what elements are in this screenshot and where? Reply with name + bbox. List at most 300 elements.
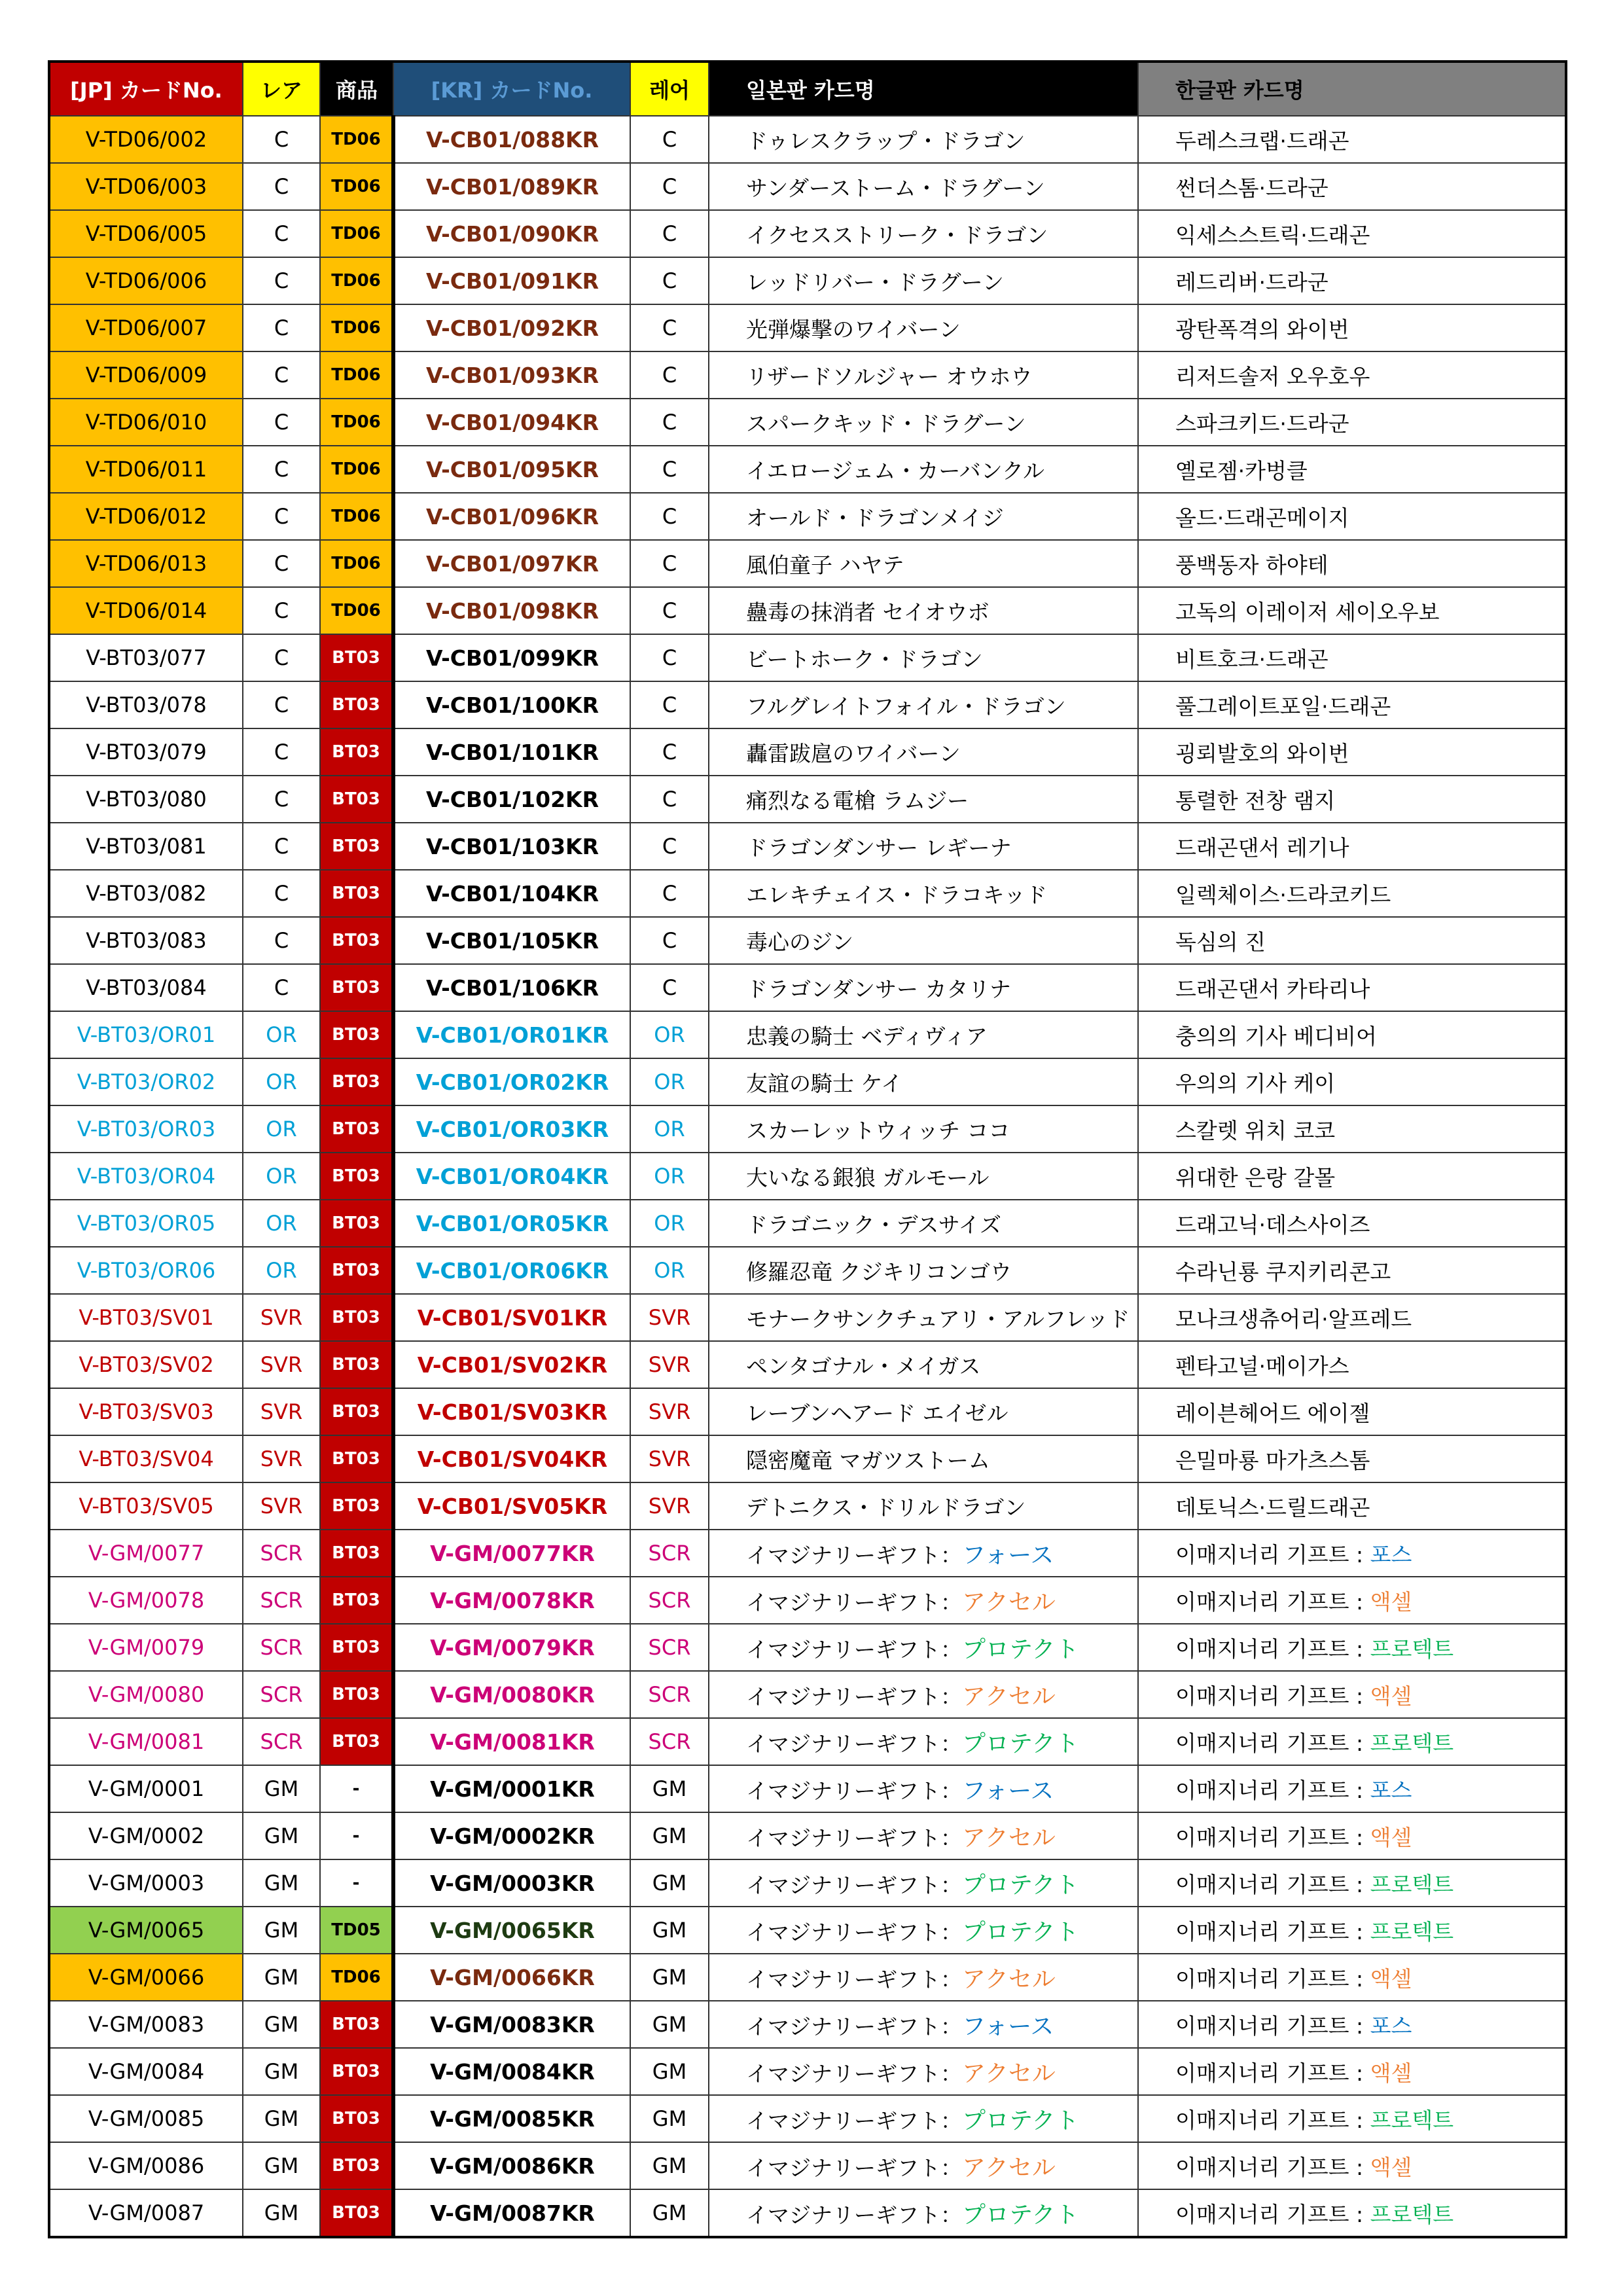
kr-rarity-cell: C [630,681,709,728]
product-cell: TD06 [320,587,393,634]
kr-name-cell [1138,351,1566,399]
rarity-cell: C [243,917,320,964]
header-kr-name: 한글판 카드명 [1138,62,1566,116]
jp-name-cell [709,1435,1138,1482]
kr-name-cell [1138,1153,1566,1200]
kr-name-text: 펜타고널·메이가스 [1175,1353,1349,1379]
jp-card-no-cell: V-TD06/011 [49,446,243,493]
kr-name-text: 굉뢰발호의 와이번 [1175,740,1349,766]
kr-card-no-cell: V-CB01/098KR [393,587,630,634]
table-row [49,1200,1566,1247]
jp-name-text: 毒心のジン [746,929,854,955]
kr-name-text: 스파크키드·드라군 [1175,410,1349,437]
jp-name-cell [709,1294,1138,1341]
jp-name-text: 修羅忍竜 クジキリコンゴウ [746,1259,1012,1285]
jp-name-accent: フォース [962,2013,1054,2040]
jp-name-cell [709,728,1138,776]
jp-name-cell [709,2189,1138,2237]
kr-name-text: 이매지너리 기프트 : [1175,1636,1370,1662]
kr-name-cell [1138,1577,1566,1624]
jp-name-cell [709,1812,1138,1859]
rarity-cell: OR [243,1058,320,1105]
jp-name-text: イクセスストリーク・ドラゴン [746,222,1048,248]
jp-name-cell [709,1530,1138,1577]
table-row [49,210,1566,257]
kr-name-text: 스칼렛 위치 코코 [1175,1117,1336,1143]
rarity-cell: SVR [243,1341,320,1388]
kr-rarity-cell: SCR [630,1624,709,1671]
kr-name-text: 드래고닉·데스사이즈 [1175,1211,1370,1238]
jp-card-no-cell: V-TD06/003 [49,163,243,210]
jp-name-text: イマジナリーギフト： [746,1919,962,1945]
jp-name-cell [709,1105,1138,1153]
kr-card-no-cell: V-CB01/OR02KR [393,1058,630,1105]
kr-rarity-cell: C [630,163,709,210]
jp-name-text: 蠱毒の抹消者 セイオウボ [746,599,990,625]
kr-name-text: 데토닉스·드릴드래곤 [1175,1494,1370,1520]
kr-card-no-cell: V-GM/0001KR [393,1765,630,1812]
jp-card-no-cell: V-TD06/007 [49,304,243,351]
kr-card-no-cell: V-CB01/SV01KR [393,1294,630,1341]
jp-name-text: 風伯童子 ハヤテ [746,552,904,578]
jp-name-cell [709,446,1138,493]
kr-rarity-cell: GM [630,1859,709,1907]
kr-name-accent: 프로텍트 [1370,2107,1454,2133]
kr-name-text: 충의의 기사 베디비어 [1175,1023,1377,1049]
kr-name-text: 우의의 기사 케이 [1175,1070,1336,1096]
jp-card-no-cell: V-GM/0066 [49,1954,243,2001]
rarity-cell: GM [243,2142,320,2189]
kr-name-cell [1138,1058,1566,1105]
header-kr-card-no: [KR] カードNo. [393,62,630,116]
jp-name-text: イマジナリーギフト： [746,2202,962,2228]
kr-card-no-cell: V-CB01/102KR [393,776,630,823]
kr-rarity-cell: SVR [630,1435,709,1482]
kr-name-cell [1138,1812,1566,1859]
product-cell: BT03 [320,870,393,917]
product-cell: BT03 [320,1530,393,1577]
jp-name-text: ペンタゴナル・メイガス [746,1353,981,1379]
table-row [49,1530,1566,1577]
kr-rarity-cell: GM [630,1765,709,1812]
table-row [49,1388,1566,1435]
kr-card-no-cell: V-GM/0079KR [393,1624,630,1671]
kr-rarity-cell: OR [630,1153,709,1200]
table-row [49,446,1566,493]
jp-card-no-cell: V-BT03/OR02 [49,1058,243,1105]
jp-card-no-cell: V-GM/0002 [49,1812,243,1859]
jp-name-cell [709,1671,1138,1718]
jp-name-text: イマジナリーギフト： [746,2013,962,2039]
table-row [49,1011,1566,1058]
rarity-cell: SCR [243,1671,320,1718]
product-cell: TD06 [320,351,393,399]
jp-name-text: レッドリバー・ドラグーン [746,269,1005,295]
kr-card-no-cell: V-CB01/088KR [393,116,630,163]
product-cell: BT03 [320,728,393,776]
jp-name-text: イマジナリーギフト： [746,1778,962,1804]
jp-card-no-cell: V-GM/0083 [49,2001,243,2048]
jp-name-cell [709,1058,1138,1105]
rarity-cell: OR [243,1247,320,1294]
table-row [49,1859,1566,1907]
table-row [49,1247,1566,1294]
kr-rarity-cell: C [630,351,709,399]
jp-card-no-cell: V-BT03/OR03 [49,1105,243,1153]
jp-name-text: ドゥレスクラップ・ドラゴン [746,128,1026,154]
product-cell: BT03 [320,1153,393,1200]
kr-name-accent: 프로텍트 [1370,1918,1454,1945]
jp-card-no-cell: V-BT03/079 [49,728,243,776]
product-cell: BT03 [320,964,393,1011]
product-cell: BT03 [320,776,393,823]
jp-card-no-cell: V-BT03/OR01 [49,1011,243,1058]
kr-card-no-cell: V-CB01/096KR [393,493,630,540]
kr-name-text: 이매지너리 기프트 : [1175,2060,1370,2086]
jp-name-text: イマジナリーギフト： [746,2108,962,2134]
kr-rarity-cell: GM [630,2142,709,2189]
kr-name-text: 일렉체이스·드라코키드 [1175,882,1391,908]
jp-name-accent: プロテクト [962,1730,1079,1757]
kr-rarity-cell: C [630,116,709,163]
product-cell: TD06 [320,163,393,210]
jp-name-text: 光弾爆撃のワイバーン [746,316,961,342]
rarity-cell: SVR [243,1482,320,1530]
jp-name-text: 隠密魔竜 マガツストーム [746,1447,990,1473]
jp-name-cell [709,1247,1138,1294]
table-row [49,917,1566,964]
kr-card-no-cell: V-CB01/OR03KR [393,1105,630,1153]
jp-name-text: オールド・ドラゴンメイジ [746,505,1004,531]
kr-name-cell [1138,2142,1566,2189]
kr-name-text: 드래곤댄서 레기나 [1175,834,1349,861]
jp-card-no-cell: V-TD06/002 [49,116,243,163]
jp-name-text: イエロージェム・カーバンクル [746,457,1045,484]
table-row [49,870,1566,917]
jp-card-no-cell: V-BT03/OR05 [49,1200,243,1247]
kr-name-text: 이매지너리 기프트 : [1175,1683,1370,1709]
kr-rarity-cell: C [630,304,709,351]
kr-name-cell [1138,1011,1566,1058]
jp-card-no-cell: V-BT03/SV01 [49,1294,243,1341]
kr-name-cell [1138,399,1566,446]
kr-name-text: 레드리버·드라군 [1175,269,1329,295]
jp-name-text: サンダーストーム・ドラグーン [746,175,1045,201]
kr-name-text: 올드·드래곤메이지 [1175,505,1349,531]
rarity-cell: C [243,964,320,1011]
kr-name-text: 이매지너리 기프트 : [1175,1730,1370,1756]
jp-card-no-cell: V-TD06/006 [49,257,243,304]
kr-name-text: 옐로젬·카벙클 [1175,457,1308,484]
kr-name-text: 이매지너리 기프트 : [1175,2154,1370,2180]
table-row [49,493,1566,540]
jp-name-cell [709,1859,1138,1907]
jp-name-cell [709,823,1138,870]
jp-name-accent: アクセル [962,1965,1056,1993]
product-cell: BT03 [320,1105,393,1153]
product-cell: BT03 [320,1388,393,1435]
rarity-cell: GM [243,1765,320,1812]
kr-name-text: 풀그레이트포일·드래곤 [1175,693,1391,719]
kr-card-no-cell: V-CB01/OR01KR [393,1011,630,1058]
product-cell: BT03 [320,1624,393,1671]
jp-name-accent: プロテクト [962,2201,1079,2229]
header-row [49,62,1566,116]
table-row [49,399,1566,446]
kr-name-text: 풍백동자 하야테 [1175,552,1329,578]
kr-name-cell [1138,870,1566,917]
rarity-cell: C [243,540,320,587]
jp-card-no-cell: V-TD06/012 [49,493,243,540]
jp-name-cell [709,1624,1138,1671]
product-cell: BT03 [320,1435,393,1482]
rarity-cell: GM [243,2001,320,2048]
kr-rarity-cell: C [630,587,709,634]
jp-card-no-cell: V-GM/0065 [49,1907,243,1954]
rarity-cell: GM [243,1859,320,1907]
rarity-cell: C [243,351,320,399]
kr-name-text: 이매지너리 기프트 : [1175,2107,1370,2133]
jp-name-cell [709,2001,1138,2048]
jp-name-text: イマジナリーギフト： [746,1966,962,1992]
kr-card-no-cell: V-GM/0081KR [393,1718,630,1765]
rarity-cell: C [243,304,320,351]
table-row [49,1907,1566,1954]
jp-name-cell [709,964,1138,1011]
kr-rarity-cell: SCR [630,1530,709,1577]
jp-name-cell [709,116,1138,163]
table-row [49,1624,1566,1671]
jp-name-cell [709,1765,1138,1812]
jp-name-text: 友誼の騎士 ケイ [746,1070,903,1096]
jp-name-text: スカーレットウィッチ ココ [746,1117,1010,1143]
kr-card-no-cell: V-CB01/SV03KR [393,1388,630,1435]
kr-name-accent: 액셀 [1370,1683,1412,1709]
product-cell: BT03 [320,2001,393,2048]
kr-name-accent: 포스 [1370,1541,1412,1568]
kr-card-no-cell: V-CB01/095KR [393,446,630,493]
jp-name-cell [709,917,1138,964]
product-cell: TD06 [320,304,393,351]
kr-name-text: 모나크생츄어리·알프레드 [1175,1306,1412,1332]
jp-name-accent: アクセル [962,1588,1056,1616]
rarity-cell: C [243,163,320,210]
kr-rarity-cell: SVR [630,1388,709,1435]
kr-name-cell [1138,2095,1566,2142]
jp-name-cell [709,1200,1138,1247]
kr-card-no-cell: V-CB01/105KR [393,917,630,964]
kr-name-accent: 포스 [1370,2013,1412,2039]
kr-name-text: 광탄폭격의 와이번 [1175,316,1349,342]
jp-card-no-cell: V-BT03/083 [49,917,243,964]
jp-card-no-cell: V-TD06/014 [49,587,243,634]
jp-card-no-cell: V-TD06/010 [49,399,243,446]
table-row [49,2142,1566,2189]
table-row [49,1671,1566,1718]
table-row [49,116,1566,163]
table-row [49,1812,1566,1859]
jp-name-cell [709,1954,1138,2001]
kr-rarity-cell: C [630,776,709,823]
kr-name-cell [1138,1671,1566,1718]
jp-name-cell [709,681,1138,728]
kr-card-no-cell: V-CB01/OR06KR [393,1247,630,1294]
jp-card-no-cell: V-BT03/OR04 [49,1153,243,1200]
kr-card-no-cell: V-CB01/091KR [393,257,630,304]
jp-name-accent: フォース [962,1777,1054,1804]
table-row [49,587,1566,634]
kr-rarity-cell: OR [630,1247,709,1294]
jp-card-no-cell: V-BT03/SV02 [49,1341,243,1388]
table-row [49,634,1566,681]
kr-name-text: 위대한 은랑 갈몰 [1175,1164,1336,1191]
product-cell: BT03 [320,1058,393,1105]
jp-name-accent: アクセル [962,1683,1056,1710]
kr-rarity-cell: C [630,210,709,257]
kr-name-text: 이매지너리 기프트 : [1175,1918,1370,1945]
kr-card-no-cell: V-CB01/099KR [393,634,630,681]
header-jp-card-no: [JP] カードNo. [49,62,243,116]
table-row [49,304,1566,351]
kr-rarity-cell: SCR [630,1671,709,1718]
product-cell: BT03 [320,1011,393,1058]
rarity-cell: C [243,446,320,493]
kr-card-no-cell: V-GM/0065KR [393,1907,630,1954]
product-cell: BT03 [320,1247,393,1294]
kr-name-accent: 프로텍트 [1370,1730,1454,1756]
kr-rarity-cell: GM [630,2095,709,2142]
kr-name-cell [1138,493,1566,540]
product-cell: TD05 [320,1907,393,1954]
kr-card-no-cell: V-GM/0086KR [393,2142,630,2189]
jp-name-cell [709,1388,1138,1435]
kr-card-no-cell: V-CB01/101KR [393,728,630,776]
table-row [49,1482,1566,1530]
header-product: 商品 [320,62,393,116]
jp-name-text: イマジナリーギフト： [746,1731,962,1757]
kr-rarity-cell: OR [630,1105,709,1153]
table-row [49,2048,1566,2095]
jp-name-text: 忠義の騎士 ベディヴィア [746,1023,988,1049]
rarity-cell: GM [243,1954,320,2001]
table-row [49,823,1566,870]
jp-name-text: ビートホーク・ドラゴン [746,646,983,672]
jp-name-text: エレキチェイス・ドラコキッド [746,882,1048,908]
jp-card-no-cell: V-GM/0084 [49,2048,243,2095]
product-cell: - [320,1812,393,1859]
jp-name-text: イマジナリーギフト： [746,1825,962,1851]
kr-rarity-cell: SVR [630,1341,709,1388]
table-row [49,163,1566,210]
kr-name-cell [1138,1294,1566,1341]
kr-name-cell [1138,587,1566,634]
jp-card-no-cell: V-BT03/081 [49,823,243,870]
rarity-cell: C [243,870,320,917]
kr-name-cell [1138,257,1566,304]
product-cell: BT03 [320,2189,393,2237]
kr-rarity-cell: GM [630,1812,709,1859]
kr-name-text: 이매지너리 기프트 : [1175,1777,1370,1803]
product-cell: BT03 [320,823,393,870]
rarity-cell: GM [243,2189,320,2237]
jp-name-cell [709,2048,1138,2095]
kr-name-cell [1138,1859,1566,1907]
kr-card-no-cell: V-CB01/OR05KR [393,1200,630,1247]
rarity-cell: GM [243,2048,320,2095]
jp-name-accent: アクセル [962,1824,1056,1852]
jp-name-text: 大いなる銀狼 ガルモール [746,1164,990,1191]
jp-name-cell [709,870,1138,917]
kr-card-no-cell: V-GM/0083KR [393,2001,630,2048]
product-cell: TD06 [320,493,393,540]
kr-name-text: 이매지너리 기프트 : [1175,1588,1370,1615]
table-row [49,1341,1566,1388]
kr-card-no-cell: V-CB01/089KR [393,163,630,210]
kr-rarity-cell: C [630,964,709,1011]
kr-name-accent: 액셀 [1370,2154,1412,2180]
table-row [49,1058,1566,1105]
card-table-wrapper [48,60,1567,2238]
rarity-cell: C [243,823,320,870]
product-cell: TD06 [320,446,393,493]
kr-name-text: 비트호크·드래곤 [1175,646,1329,672]
jp-name-cell [709,493,1138,540]
product-cell: BT03 [320,2095,393,2142]
table-row [49,351,1566,399]
kr-name-cell [1138,1954,1566,2001]
kr-name-text: 통렬한 전창 램지 [1175,787,1336,814]
product-cell: TD06 [320,210,393,257]
kr-name-cell [1138,823,1566,870]
kr-name-text: 두레스크랩·드래곤 [1175,128,1349,154]
table-row [49,776,1566,823]
jp-card-no-cell: V-BT03/SV04 [49,1435,243,1482]
kr-name-cell [1138,2189,1566,2237]
kr-name-cell [1138,210,1566,257]
product-cell: BT03 [320,917,393,964]
jp-name-accent: プロテクト [962,2107,1079,2134]
jp-name-cell [709,587,1138,634]
jp-card-no-cell: V-BT03/SV03 [49,1388,243,1435]
jp-name-cell [709,1577,1138,1624]
rarity-cell: SCR [243,1530,320,1577]
table-row [49,1718,1566,1765]
rarity-cell: OR [243,1200,320,1247]
kr-card-no-cell: V-GM/0087KR [393,2189,630,2237]
rarity-cell: OR [243,1105,320,1153]
kr-card-no-cell: V-CB01/SV04KR [393,1435,630,1482]
jp-name-text: イマジナリーギフト： [746,1636,962,1662]
kr-rarity-cell: SCR [630,1577,709,1624]
jp-card-no-cell: V-BT03/080 [49,776,243,823]
jp-name-text: フルグレイトフォイル・ドラゴン [746,693,1066,719]
kr-name-cell [1138,446,1566,493]
kr-name-cell [1138,2048,1566,2095]
kr-name-text: 은밀마룡 마가츠스톰 [1175,1447,1370,1473]
jp-name-accent: プロテクト [962,1871,1079,1899]
table-row [49,1294,1566,1341]
jp-name-cell [709,776,1138,823]
table-row [49,2189,1566,2237]
kr-name-text: 고독의 이레이저 세이오우보 [1175,599,1440,625]
jp-name-text: イマジナリーギフト： [746,2060,962,2087]
kr-name-cell [1138,681,1566,728]
kr-name-text: 이매지너리 기프트 : [1175,1824,1370,1850]
kr-name-accent: 프로텍트 [1370,2201,1454,2227]
jp-card-no-cell: V-BT03/077 [49,634,243,681]
header-jp-name: 일본판 카드명 [709,62,1138,116]
jp-name-cell [709,399,1138,446]
